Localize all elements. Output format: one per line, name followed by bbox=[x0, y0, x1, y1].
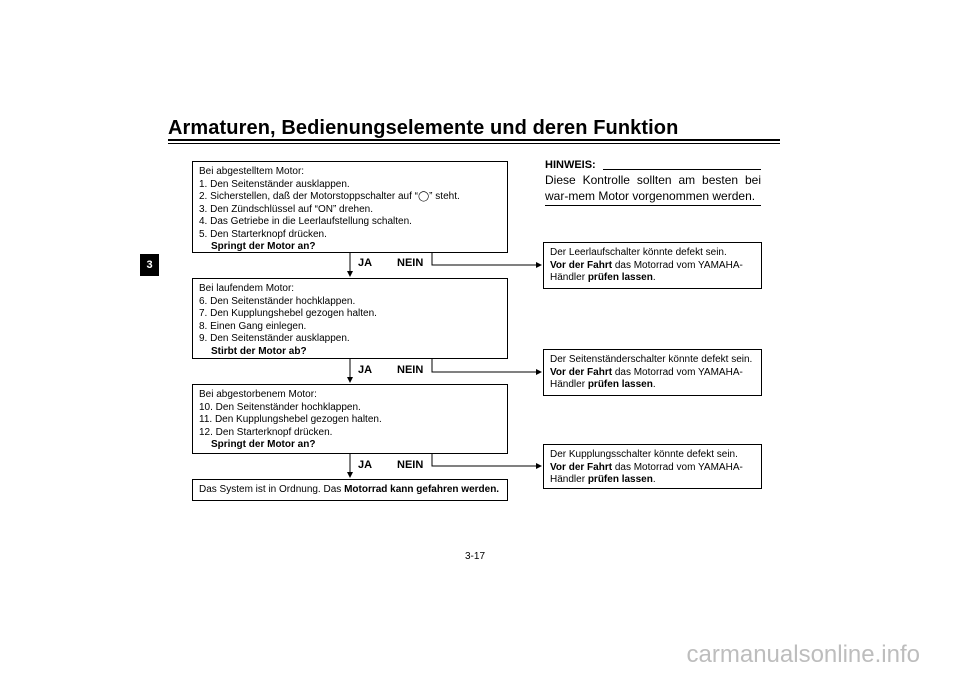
fault-bold: prüfen lassen bbox=[587, 379, 653, 390]
flow-result-box bbox=[192, 479, 508, 501]
no-arrow-2 bbox=[432, 359, 541, 372]
fault-bold: prüfen lassen bbox=[587, 272, 653, 283]
fault-text: das Motorrad vom YAMAHA- bbox=[612, 259, 743, 271]
yes-label-2: JA bbox=[358, 364, 373, 376]
watermark bbox=[0, 641, 960, 669]
chapter-tab: 3 bbox=[140, 254, 159, 276]
step-line: 6. Den Seitenständer hochklappen. bbox=[199, 295, 356, 307]
step-line: 1. Den Seitenständer ausklappen. bbox=[199, 178, 350, 190]
step-question: Springt der Motor an? bbox=[211, 241, 316, 252]
no-label-1: NEIN bbox=[397, 257, 424, 269]
fault-text: das Motorrad vom YAMAHA- bbox=[612, 366, 743, 378]
fault-bold: prüfen lassen bbox=[587, 474, 653, 485]
fault-box-neutral-switch bbox=[543, 242, 762, 289]
fault-bold: Vor der Fahrt bbox=[550, 461, 613, 473]
note-text: Diese Kontrolle sollten am besten bei war-mem Motor vorgenommen werden. bbox=[545, 173, 761, 203]
fault-bold: Vor der Fahrt bbox=[550, 366, 613, 378]
no-label-2: NEIN bbox=[397, 364, 424, 376]
note-title: HINWEIS: bbox=[545, 159, 596, 171]
watermark-text: carmanualsonline.info bbox=[686, 641, 920, 668]
step-line: Bei laufendem Motor: bbox=[199, 283, 295, 294]
step-line: 11. Den Kupplungshebel gezogen halten. bbox=[199, 414, 382, 425]
page-number: 3-17 bbox=[465, 551, 486, 562]
fault-bold: Vor der Fahrt bbox=[550, 259, 613, 271]
step-line: Bei abgestelltem Motor: bbox=[199, 166, 305, 177]
flow-step-box-2 bbox=[192, 278, 508, 359]
step-line: 5. Den Starterknopf drücken. bbox=[199, 228, 327, 240]
note-bottom-rule bbox=[545, 205, 761, 206]
fault-box-clutch-switch bbox=[543, 444, 762, 489]
fault-line: Der Seitenständerschalter könnte defekt sein. bbox=[550, 354, 753, 365]
step-line: Bei abgestorbenem Motor: bbox=[199, 389, 317, 400]
step-question: Stirbt der Motor ab? bbox=[211, 345, 307, 357]
step-question: Springt der Motor an? bbox=[211, 439, 316, 450]
result-text: Das System ist in Ordnung. Das bbox=[199, 484, 345, 495]
page-title: Armaturen, Bedienungselemente und deren Funktion bbox=[168, 117, 679, 139]
no-label-3: NEIN bbox=[397, 459, 424, 471]
flow-step-box-3 bbox=[192, 384, 508, 454]
step-line: 7. Den Kupplungshebel gezogen halten. bbox=[199, 308, 377, 319]
fault-text: . bbox=[652, 379, 656, 390]
yes-label-1: JA bbox=[358, 257, 373, 269]
result-text-bold: Motorrad kann gefahren werden. bbox=[344, 484, 500, 495]
no-arrow-3 bbox=[432, 454, 541, 466]
yes-label-3: JA bbox=[358, 459, 373, 471]
flow-step-box-1 bbox=[192, 161, 508, 253]
step-line: 9. Den Seitenständer ausklappen. bbox=[199, 333, 350, 344]
step-line: 10. Den Seitenständer hochklappen. bbox=[199, 401, 361, 413]
step-line: 2. Sicherstellen, daß der Motorstoppschalter auf “◯” steht. bbox=[199, 191, 460, 202]
step-line: 3. Den Zündschlüssel auf “ON” drehen. bbox=[199, 203, 373, 215]
fault-line: Der Leerlaufschalter könnte defekt sein. bbox=[550, 247, 727, 258]
no-arrow-1 bbox=[432, 253, 541, 265]
step-line: 4. Das Getriebe in die Leerlaufstellung schalten. bbox=[199, 216, 412, 227]
note-title-rule bbox=[603, 169, 761, 170]
step-line: 12. Den Starterknopf drücken. bbox=[199, 426, 333, 438]
fault-text: das Motorrad vom YAMAHA- bbox=[612, 461, 743, 473]
fault-text: Händler bbox=[550, 272, 588, 283]
fault-text: Händler bbox=[550, 474, 588, 485]
fault-text: . bbox=[652, 474, 656, 485]
fault-text: . bbox=[652, 272, 656, 283]
fault-box-sidestand-switch bbox=[543, 349, 762, 396]
fault-text: Händler bbox=[550, 379, 588, 390]
step-line: 8. Einen Gang einlegen. bbox=[199, 320, 307, 332]
fault-line: Der Kupplungsschalter könnte defekt sein. bbox=[550, 449, 738, 460]
